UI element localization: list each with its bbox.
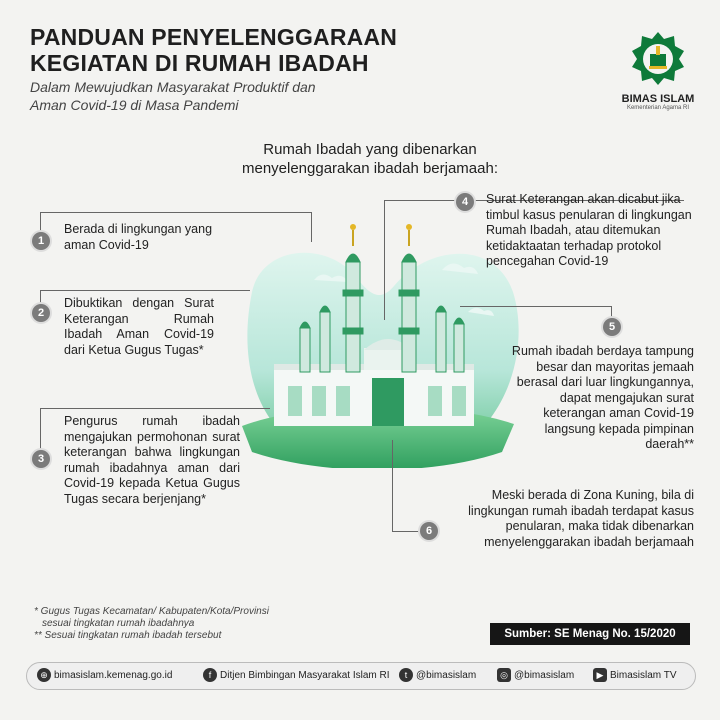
mosque-illustration (232, 200, 520, 468)
subtitle-line-2: Aman Covid-19 di Masa Pandemi (30, 97, 239, 113)
connector-line (40, 212, 312, 213)
instagram-icon: ◎ (497, 668, 511, 682)
logo-name: BIMAS ISLAM (621, 93, 695, 105)
item-number-3: 3 (32, 450, 50, 468)
item-number-5: 5 (603, 318, 621, 336)
footer-twitter[interactable] (399, 668, 476, 684)
footer-facebook-label: Ditjen Bimbingan Masyarakat Islam RI (220, 670, 390, 681)
twitter-icon: t (399, 668, 413, 682)
footnotes (34, 606, 269, 642)
item-number-4: 4 (456, 193, 474, 211)
connector-line (40, 408, 270, 409)
connector-line (460, 306, 612, 307)
heading-line-2: menyelenggarakan ibadah berjamaah: (241, 160, 498, 177)
connector-line (40, 212, 41, 234)
footer-website[interactable] (37, 668, 172, 684)
item-text-2: Dibuktikan dengan Surat Keterangan Rumah Ibadah Aman Covid-19 dari Ketua Gugus Tugas* (64, 296, 214, 357)
footer-instagram[interactable] (497, 668, 574, 684)
connector-line (392, 531, 420, 532)
item-text-4: Surat Keterangan akan dicabut jika timbul kasus penularan di lingkungan Rumah Ibadah, atau ditemukan ketidaktaatan terhadap protokol pencegahan Covid-19 (486, 192, 692, 268)
heading-line-1: Rumah Ibadah yang dibenarkan (263, 141, 477, 158)
connector-line (384, 200, 385, 320)
item-text-1: Berada di lingkungan yang aman Covid-19 (64, 222, 213, 252)
item-text-6: Meski berada di Zona Kuning, bila di lingkungan rumah ibadah terdapat kasus penularan, maka tidak dibenarkan menyelenggarakan ibadah berjamaah (468, 488, 694, 549)
footnote-2: ** Sesuai tingkatan rumah ibadah tersebut (34, 630, 222, 641)
kemenag-emblem-icon (630, 30, 686, 86)
footer-website-label: bimasislam.kemenag.go.id (54, 670, 173, 681)
source-badge: Sumber: SE Menag No. 15/2020 (490, 623, 690, 645)
footnote-1a: * Gugus Tugas Kecamatan/ Kabupaten/Kota/Provinsi (34, 606, 269, 617)
item-text-5: Rumah ibadah berdaya tampung besar dan mayoritas jemaah berasal dari luar lingkungannya, dapat mengajukan surat keterangan aman Covid-19 langsung kepada pimpinan daerah** (511, 344, 694, 451)
footer-youtube[interactable] (593, 668, 677, 684)
youtube-icon: ▶ (593, 668, 607, 682)
footer-youtube-label: Bimasislam TV (610, 670, 677, 681)
globe-icon: ⊕ (37, 668, 51, 682)
footer-instagram-label: @bimasislam (514, 670, 575, 681)
item-number-6: 6 (420, 522, 438, 540)
title-line-1: PANDUAN PENYELENGGARAAN (30, 24, 398, 50)
social-footer (26, 662, 696, 690)
connector-line (311, 212, 312, 242)
footnote-1b: sesuai tingkatan rumah ibadahnya (42, 618, 195, 629)
item-number-2: 2 (32, 304, 50, 322)
connector-line (40, 290, 250, 291)
page-title (30, 24, 510, 76)
item-number-1: 1 (32, 232, 50, 250)
connector-line (392, 440, 393, 532)
title-line-2: KEGIATAN DI RUMAH IBADAH (30, 50, 369, 76)
minaret-right (399, 254, 419, 372)
footer-twitter-label: @bimasislam (416, 670, 477, 681)
subtitle-line-1: Dalam Mewujudkan Masyarakat Produktif dan (30, 79, 316, 95)
facebook-icon: f (203, 668, 217, 682)
bimas-islam-logo (618, 30, 698, 111)
connector-line (40, 290, 41, 304)
connector-line (40, 408, 41, 450)
logo-subtitle: Kementerian Agama RI (626, 105, 690, 111)
footer-facebook[interactable] (203, 668, 390, 684)
item-text-3: Pengurus rumah ibadah mengajukan permohonan surat keterangan bahwa lingkungan rumah ibadahnya aman dari Covid-19 kepada Ketua Gugus Tugas secara berjenjang* (64, 414, 240, 506)
section-heading (180, 140, 560, 178)
minaret-left (343, 254, 363, 372)
page-subtitle (30, 78, 450, 114)
